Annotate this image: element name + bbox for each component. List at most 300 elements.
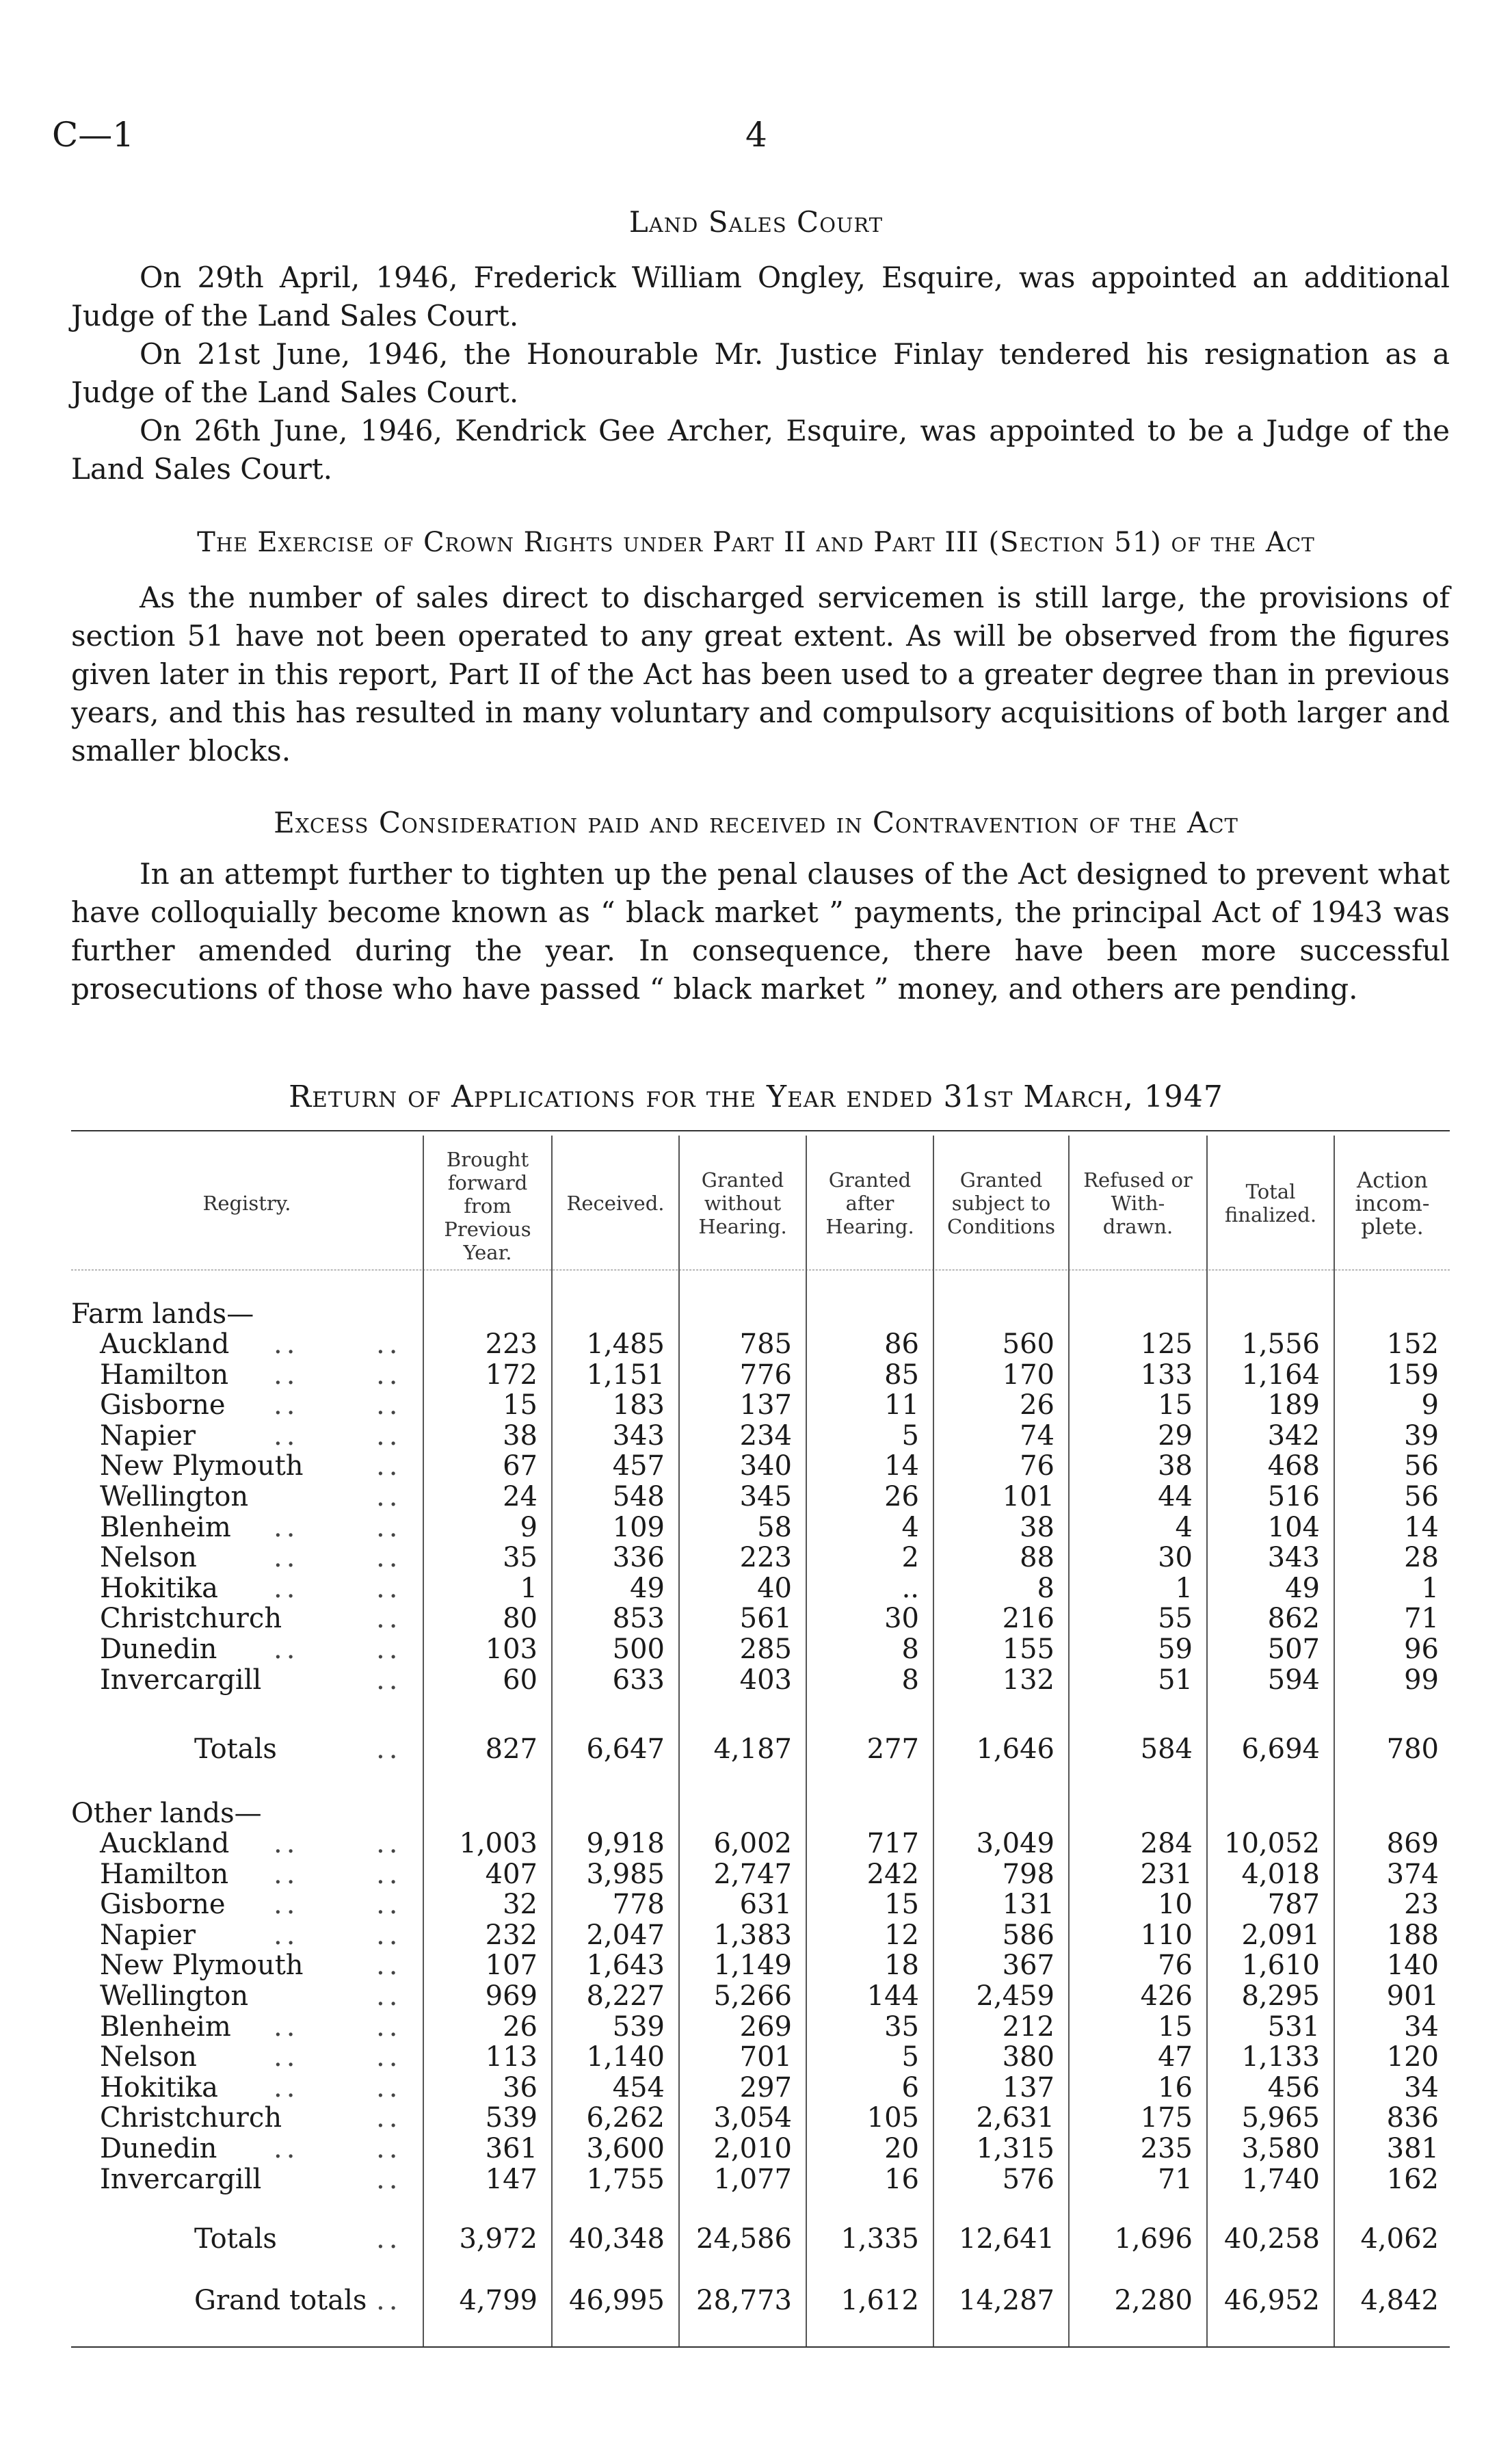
table-cell: 2,459 bbox=[976, 1980, 1055, 2012]
table-cell: 107 bbox=[485, 1950, 538, 1981]
table-cell: 67 bbox=[503, 1450, 538, 1482]
dot-leader: .. bbox=[376, 1512, 402, 1543]
table-cell: 6,694 bbox=[1241, 1733, 1320, 1765]
table-cell: 12 bbox=[884, 1919, 919, 1951]
table-cell: 285 bbox=[739, 1634, 792, 1665]
table-cell: 340 bbox=[739, 1450, 792, 1482]
other-lands-label: Other lands— bbox=[71, 1798, 262, 1829]
table-row bbox=[0, 1828, 1512, 1859]
table-cell: 18 bbox=[884, 1950, 919, 1981]
column-header-total-finalized: Total finalized. bbox=[1224, 1180, 1317, 1227]
table-cell: 1,164 bbox=[1241, 1359, 1320, 1391]
table-cell: 8 bbox=[901, 1664, 919, 1696]
table-cell: 99 bbox=[1404, 1664, 1439, 1696]
table-cell: 38 bbox=[1158, 1450, 1193, 1482]
table-cell: 1,315 bbox=[976, 2133, 1055, 2164]
table-cell: 40,258 bbox=[1224, 2223, 1320, 2255]
table-cell: 155 bbox=[1002, 1634, 1055, 1665]
table-cell: 125 bbox=[1140, 1328, 1193, 1360]
dot-leader: .. bbox=[376, 2102, 402, 2134]
table-cell: 109 bbox=[612, 1512, 665, 1543]
registry-name: Hamilton bbox=[100, 1359, 229, 1391]
table-cell: 374 bbox=[1386, 1859, 1439, 1890]
table-cell: 223 bbox=[739, 1542, 792, 1573]
table-cell: 159 bbox=[1386, 1359, 1439, 1391]
dot-leader: .. bbox=[274, 1389, 300, 1421]
table-cell: 30 bbox=[1158, 1542, 1193, 1573]
table-cell: 853 bbox=[612, 1603, 665, 1634]
table-cell: 58 bbox=[757, 1512, 792, 1543]
table-cell: 2,047 bbox=[586, 1919, 665, 1951]
table-cell: 26 bbox=[884, 1481, 919, 1512]
dot-leader: .. bbox=[376, 1542, 402, 1573]
dot-leader: .. bbox=[274, 2041, 300, 2073]
table-cell: 4,062 bbox=[1360, 2223, 1439, 2255]
table-cell: 24,586 bbox=[696, 2223, 792, 2255]
column-header-brought-forward: Brought forward from Previous Year. bbox=[444, 1148, 531, 1264]
table-cell: 1,612 bbox=[840, 2285, 919, 2316]
table-cell: 188 bbox=[1386, 1919, 1439, 1951]
table-cell: 539 bbox=[485, 2102, 538, 2134]
table-cell: 212 bbox=[1002, 2011, 1055, 2043]
dot-leader: .. bbox=[376, 1573, 402, 1604]
table-cell: 88 bbox=[1020, 1542, 1055, 1573]
dot-leader: .. bbox=[376, 1328, 402, 1360]
table-cell: 631 bbox=[739, 1889, 792, 1920]
table-cell: 426 bbox=[1140, 1980, 1193, 2012]
table-cell: 38 bbox=[503, 1420, 538, 1452]
dot-leader: .. bbox=[274, 1542, 300, 1573]
table-cell: 336 bbox=[612, 1542, 665, 1573]
table-row bbox=[0, 2041, 1512, 2073]
table-cell: 1,140 bbox=[586, 2041, 665, 2073]
table-cell: 56 bbox=[1404, 1481, 1439, 1512]
registry-name: Christchurch bbox=[100, 2102, 282, 2134]
table-cell: 4,842 bbox=[1360, 2285, 1439, 2316]
table-cell: 60 bbox=[503, 1664, 538, 1696]
table-cell: 133 bbox=[1140, 1359, 1193, 1391]
table-cell: 14 bbox=[884, 1450, 919, 1482]
table-cell: .. bbox=[901, 1573, 919, 1604]
table-cell: 269 bbox=[739, 2011, 792, 2043]
table-cell: 40,348 bbox=[569, 2223, 665, 2255]
table-cell: 131 bbox=[1002, 1889, 1055, 1920]
table-cell: 26 bbox=[1020, 1389, 1055, 1421]
table-cell: 235 bbox=[1140, 2133, 1193, 2164]
dot-leader: .. bbox=[376, 2072, 402, 2103]
table-cell: 4,018 bbox=[1241, 1859, 1320, 1890]
registry-name: Hokitika bbox=[100, 2072, 218, 2103]
table-cell: 277 bbox=[866, 1733, 919, 1765]
table-cell: 71 bbox=[1158, 2164, 1193, 2195]
table-cell: 3,054 bbox=[713, 2102, 792, 2134]
table-row bbox=[0, 1664, 1512, 1696]
dot-leader: .. bbox=[376, 1420, 402, 1452]
table-cell: 1,133 bbox=[1241, 2041, 1320, 2073]
table-cell: 152 bbox=[1386, 1328, 1439, 1360]
table-cell: 3,049 bbox=[976, 1828, 1055, 1859]
table-title: Return of Applications for the Year ended 31st March, 1947 bbox=[289, 1079, 1223, 1114]
table-cell: 103 bbox=[485, 1634, 538, 1665]
table-cell: 104 bbox=[1267, 1512, 1320, 1543]
table-cell: 507 bbox=[1267, 1634, 1320, 1665]
table-cell: 242 bbox=[866, 1859, 919, 1890]
dot-leader: .. bbox=[274, 1573, 300, 1604]
registry-name: Nelson bbox=[100, 1542, 197, 1573]
totals-row bbox=[0, 1733, 1512, 1765]
table-cell: 560 bbox=[1002, 1328, 1055, 1360]
column-header-granted-subject-to-conditions: Granted subject to Conditions bbox=[946, 1168, 1056, 1238]
table-cell: 34 bbox=[1404, 2011, 1439, 2043]
table-cell: 32 bbox=[503, 1889, 538, 1920]
table-cell: 15 bbox=[1158, 1389, 1193, 1421]
table-cell: 1,610 bbox=[1241, 1950, 1320, 1981]
table-cell: 1 bbox=[1421, 1573, 1439, 1604]
table-cell: 4,187 bbox=[713, 1733, 792, 1765]
dot-leader: .. bbox=[274, 1634, 300, 1665]
totals-label: Totals bbox=[194, 2223, 277, 2255]
table-bottom-rule bbox=[71, 2346, 1450, 2348]
table-cell: 216 bbox=[1002, 1603, 1055, 1634]
table-cell: 5 bbox=[901, 1420, 919, 1452]
table-cell: 10 bbox=[1158, 1889, 1193, 1920]
table-cell: 232 bbox=[485, 1919, 538, 1951]
table-cell: 5,965 bbox=[1241, 2102, 1320, 2134]
table-cell: 2,747 bbox=[713, 1859, 792, 1890]
table-cell: 576 bbox=[1002, 2164, 1055, 2195]
table-cell: 74 bbox=[1020, 1420, 1055, 1452]
column-header-registry: Registry. bbox=[202, 1192, 291, 1215]
table-cell: 23 bbox=[1404, 1889, 1439, 1920]
table-cell: 110 bbox=[1140, 1919, 1193, 1951]
table-row bbox=[0, 2072, 1512, 2103]
table-row bbox=[0, 2102, 1512, 2134]
table-row bbox=[0, 1542, 1512, 1573]
table-cell: 71 bbox=[1404, 1603, 1439, 1634]
table-cell: 15 bbox=[884, 1889, 919, 1920]
table-cell: 140 bbox=[1386, 1950, 1439, 1981]
table-row bbox=[0, 2164, 1512, 2195]
table-cell: 28 bbox=[1404, 1542, 1439, 1573]
registry-name: Blenheim bbox=[100, 1512, 231, 1543]
table-cell: 5,266 bbox=[713, 1980, 792, 2012]
table-cell: 14 bbox=[1404, 1512, 1439, 1543]
table-cell: 457 bbox=[612, 1450, 665, 1482]
dot-leader: .. bbox=[376, 1603, 402, 1634]
table-cell: 10,052 bbox=[1224, 1828, 1320, 1859]
table-cell: 6,262 bbox=[586, 2102, 665, 2134]
table-cell: 35 bbox=[884, 2011, 919, 2043]
table-cell: 40 bbox=[757, 1573, 792, 1604]
table-cell: 717 bbox=[866, 1828, 919, 1859]
table-cell: 189 bbox=[1267, 1389, 1320, 1421]
registry-name: Wellington bbox=[100, 1481, 249, 1512]
table-cell: 1,149 bbox=[713, 1950, 792, 1981]
table-cell: 787 bbox=[1267, 1889, 1320, 1920]
table-cell: 44 bbox=[1158, 1481, 1193, 1512]
table-cell: 38 bbox=[1020, 1512, 1055, 1543]
totals-label: Totals bbox=[194, 1733, 277, 1765]
dot-leader: .. bbox=[376, 1980, 402, 2012]
registry-name: New Plymouth bbox=[100, 1950, 304, 1981]
table-cell: 1,485 bbox=[586, 1328, 665, 1360]
dot-leader: .. bbox=[274, 2133, 300, 2164]
table-cell: 12,641 bbox=[959, 2223, 1055, 2255]
registry-name: Invercargill bbox=[100, 1664, 262, 1696]
table-cell: 343 bbox=[612, 1420, 665, 1452]
column-header-action-incomplete: Action incom- plete. bbox=[1355, 1167, 1430, 1240]
table-cell: 132 bbox=[1002, 1664, 1055, 1696]
table-cell: 137 bbox=[1002, 2072, 1055, 2103]
table-cell: 6 bbox=[901, 2072, 919, 2103]
column-header-granted-after-hearing: Granted after Hearing. bbox=[825, 1168, 914, 1238]
registry-name: Gisborne bbox=[100, 1389, 226, 1421]
dot-leader: .. bbox=[376, 1828, 402, 1859]
paragraph-archer: On 26th June, 1946, Kendrick Gee Archer, Esquire, was appointed to be a Judge of the Land Sales Court. bbox=[71, 414, 1450, 486]
dot-leader: .. bbox=[376, 1950, 402, 1981]
table-row bbox=[0, 1389, 1512, 1421]
table-cell: 16 bbox=[1158, 2072, 1193, 2103]
registry-name: Hamilton bbox=[100, 1859, 229, 1890]
table-cell: 776 bbox=[739, 1359, 792, 1391]
table-cell: 500 bbox=[612, 1634, 665, 1665]
table-cell: 137 bbox=[739, 1389, 792, 1421]
table-cell: 584 bbox=[1140, 1733, 1193, 1765]
table-cell: 105 bbox=[866, 2102, 919, 2134]
table-cell: 778 bbox=[612, 1889, 665, 1920]
table-cell: 223 bbox=[485, 1328, 538, 1360]
table-row bbox=[0, 1859, 1512, 1890]
table-cell: 172 bbox=[485, 1359, 538, 1391]
table-cell: 297 bbox=[739, 2072, 792, 2103]
table-row bbox=[0, 1512, 1512, 1543]
section-heading-land-sales-court: Land Sales Court bbox=[628, 205, 884, 239]
table-cell: 531 bbox=[1267, 2011, 1320, 2043]
table-cell: 20 bbox=[884, 2133, 919, 2164]
dot-leader: .. bbox=[376, 1359, 402, 1391]
section-heading-excess-consideration: Excess Consideration paid and received in Contravention of the Act bbox=[274, 806, 1238, 839]
dot-leader: .. bbox=[376, 2133, 402, 2164]
dot-leader: .. bbox=[376, 1389, 402, 1421]
table-cell: 47 bbox=[1158, 2041, 1193, 2073]
table-cell: 969 bbox=[485, 1980, 538, 2012]
grand-totals-row bbox=[0, 2285, 1512, 2316]
table-cell: 468 bbox=[1267, 1450, 1320, 1482]
table-cell: 170 bbox=[1002, 1359, 1055, 1391]
table-cell: 785 bbox=[739, 1328, 792, 1360]
dot-leader: .. bbox=[376, 1481, 402, 1512]
table-cell: 2,091 bbox=[1241, 1919, 1320, 1951]
farm-lands-label: Farm lands— bbox=[71, 1298, 254, 1330]
table-row bbox=[0, 1919, 1512, 1951]
table-cell: 2,280 bbox=[1114, 2285, 1193, 2316]
registry-name: Invercargill bbox=[100, 2164, 262, 2195]
table-cell: 539 bbox=[612, 2011, 665, 2043]
table-cell: 516 bbox=[1267, 1481, 1320, 1512]
dot-leader: .. bbox=[376, 2285, 402, 2316]
table-cell: 548 bbox=[612, 1481, 665, 1512]
table-cell: 594 bbox=[1267, 1664, 1320, 1696]
table-cell: 1,556 bbox=[1241, 1328, 1320, 1360]
table-cell: 80 bbox=[503, 1603, 538, 1634]
table-cell: 49 bbox=[630, 1573, 665, 1604]
table-cell: 4,799 bbox=[459, 2285, 538, 2316]
table-cell: 55 bbox=[1158, 1603, 1193, 1634]
registry-name: Nelson bbox=[100, 2041, 197, 2073]
paragraph-black-market: In an attempt further to tighten up the penal clauses of the Act designed to prevent what have colloquially become known as “ black market ” payments, the principal Act of 1943 was further amended during the year. In consequence, there have been more successful prosecutions of those who have passed “ black market ” money, and others are pending. bbox=[71, 857, 1450, 1006]
table-row bbox=[0, 1450, 1512, 1482]
table-top-rule bbox=[71, 1130, 1450, 1131]
table-cell: 4 bbox=[901, 1512, 919, 1543]
table-cell: 183 bbox=[612, 1389, 665, 1421]
table-row bbox=[0, 1328, 1512, 1360]
table-cell: 28,773 bbox=[696, 2285, 792, 2316]
table-cell: 1,151 bbox=[586, 1359, 665, 1391]
registry-name: Napier bbox=[100, 1420, 196, 1452]
table-cell: 8,295 bbox=[1241, 1980, 1320, 2012]
table-cell: 345 bbox=[739, 1481, 792, 1512]
table-cell: 901 bbox=[1386, 1980, 1439, 2012]
table-cell: 343 bbox=[1267, 1542, 1320, 1573]
table-cell: 586 bbox=[1002, 1919, 1055, 1951]
dot-leader: .. bbox=[274, 1328, 300, 1360]
dot-leader: .. bbox=[274, 1919, 300, 1951]
table-cell: 869 bbox=[1386, 1828, 1439, 1859]
dot-leader: .. bbox=[376, 1450, 402, 1482]
dot-leader: .. bbox=[376, 1664, 402, 1696]
dot-leader: .. bbox=[376, 1634, 402, 1665]
table-cell: 35 bbox=[503, 1542, 538, 1573]
table-cell: 8 bbox=[1037, 1573, 1055, 1604]
table-cell: 51 bbox=[1158, 1664, 1193, 1696]
registry-name: Napier bbox=[100, 1919, 196, 1951]
table-cell: 9 bbox=[520, 1512, 538, 1543]
table-cell: 30 bbox=[884, 1603, 919, 1634]
table-cell: 1 bbox=[520, 1573, 538, 1604]
registry-name: Gisborne bbox=[100, 1889, 226, 1920]
dot-leader: .. bbox=[274, 1420, 300, 1452]
table-row bbox=[0, 2011, 1512, 2043]
table-cell: 1 bbox=[1175, 1573, 1193, 1604]
dot-leader: .. bbox=[376, 1733, 402, 1765]
paragraph-finlay: On 21st June, 1946, the Honourable Mr. Justice Finlay tendered his resignation as a Judge of the Land Sales Court. bbox=[71, 337, 1450, 409]
dot-leader: .. bbox=[274, 1359, 300, 1391]
dot-leader: .. bbox=[376, 2164, 402, 2195]
table-cell: 381 bbox=[1386, 2133, 1439, 2164]
paragraph-crown-rights: As the number of sales direct to discharged servicemen is still large, the provisions of section 51 have not been operated to any great extent. As will be observed from the figures given later in this report, Part II of the Act has been used to a greater degree than in previous years, and this has resulted in many voluntary and compulsory acquisitions of both larger and smaller blocks. bbox=[71, 581, 1450, 768]
table-row bbox=[0, 1481, 1512, 1512]
dot-leader: .. bbox=[376, 1889, 402, 1920]
table-cell: 454 bbox=[612, 2072, 665, 2103]
table-cell: 234 bbox=[739, 1420, 792, 1452]
table-cell: 85 bbox=[884, 1359, 919, 1391]
paragraph-ongley: On 29th April, 1946, Frederick William Ongley, Esquire, was appointed an additional Judge of the Land Sales Court. bbox=[71, 261, 1450, 332]
column-header-granted-without-hearing: Granted without Hearing. bbox=[698, 1168, 787, 1238]
table-cell: 15 bbox=[503, 1389, 538, 1421]
table-cell: 36 bbox=[503, 2072, 538, 2103]
table-cell: 403 bbox=[739, 1664, 792, 1696]
table-cell: 175 bbox=[1140, 2102, 1193, 2134]
table-cell: 1,696 bbox=[1114, 2223, 1193, 2255]
dot-leader: .. bbox=[376, 2011, 402, 2043]
table-cell: 14,287 bbox=[959, 2285, 1055, 2316]
dot-leader: .. bbox=[376, 2223, 402, 2255]
table-cell: 1,383 bbox=[713, 1919, 792, 1951]
registry-name: Wellington bbox=[100, 1980, 249, 2012]
dot-leader: .. bbox=[376, 1919, 402, 1951]
table-cell: 701 bbox=[739, 2041, 792, 2073]
table-cell: 86 bbox=[884, 1328, 919, 1360]
dot-leader: .. bbox=[274, 1889, 300, 1920]
table-cell: 162 bbox=[1386, 2164, 1439, 2195]
table-cell: 633 bbox=[612, 1664, 665, 1696]
table-cell: 836 bbox=[1386, 2102, 1439, 2134]
table-cell: 1,077 bbox=[713, 2164, 792, 2195]
registry-name: New Plymouth bbox=[100, 1450, 304, 1482]
section-heading-crown-rights: The Exercise of Crown Rights under Part II and Part III (Section 51) of the Act bbox=[197, 527, 1315, 558]
dot-leader: .. bbox=[274, 2011, 300, 2043]
table-row bbox=[0, 1889, 1512, 1920]
table-cell: 16 bbox=[884, 2164, 919, 2195]
registry-name: Auckland bbox=[100, 1828, 230, 1859]
registry-name: Christchurch bbox=[100, 1603, 282, 1634]
table-row bbox=[0, 2133, 1512, 2164]
table-cell: 6,647 bbox=[586, 1733, 665, 1765]
table-cell: 11 bbox=[884, 1389, 919, 1421]
dot-leader: .. bbox=[274, 1828, 300, 1859]
table-row bbox=[0, 1634, 1512, 1665]
table-cell: 1,003 bbox=[459, 1828, 538, 1859]
table-cell: 101 bbox=[1002, 1481, 1055, 1512]
table-cell: 15 bbox=[1158, 2011, 1193, 2043]
registry-name: Dunedin bbox=[100, 2133, 217, 2164]
table-cell: 9 bbox=[1421, 1389, 1439, 1421]
table-cell: 231 bbox=[1140, 1859, 1193, 1890]
table-cell: 1,740 bbox=[1241, 2164, 1320, 2195]
table-cell: 59 bbox=[1158, 1634, 1193, 1665]
registry-name: Dunedin bbox=[100, 1634, 217, 1665]
table-cell: 147 bbox=[485, 2164, 538, 2195]
table-cell: 8 bbox=[901, 1634, 919, 1665]
table-cell: 2,631 bbox=[976, 2102, 1055, 2134]
table-cell: 8,227 bbox=[586, 1980, 665, 2012]
table-cell: 456 bbox=[1267, 2072, 1320, 2103]
table-cell: 342 bbox=[1267, 1420, 1320, 1452]
table-cell: 798 bbox=[1002, 1859, 1055, 1890]
table-cell: 34 bbox=[1404, 2072, 1439, 2103]
table-cell: 3,580 bbox=[1241, 2133, 1320, 2164]
table-cell: 2 bbox=[901, 1542, 919, 1573]
table-cell: 113 bbox=[485, 2041, 538, 2073]
table-row bbox=[0, 1603, 1512, 1634]
registry-name: Hokitika bbox=[100, 1573, 218, 1604]
table-cell: 2,010 bbox=[713, 2133, 792, 2164]
table-cell: 1,755 bbox=[586, 2164, 665, 2195]
table-cell: 1,646 bbox=[976, 1733, 1055, 1765]
table-cell: 29 bbox=[1158, 1420, 1193, 1452]
table-cell: 5 bbox=[901, 2041, 919, 2073]
table-row bbox=[0, 1980, 1512, 2012]
table-cell: 46,952 bbox=[1224, 2285, 1320, 2316]
dot-leader: .. bbox=[274, 2072, 300, 2103]
grand-totals-label: Grand totals bbox=[194, 2285, 367, 2316]
table-cell: 561 bbox=[739, 1603, 792, 1634]
table-cell: 862 bbox=[1267, 1603, 1320, 1634]
table-cell: 9,918 bbox=[586, 1828, 665, 1859]
table-row bbox=[0, 1359, 1512, 1391]
table-cell: 3,600 bbox=[586, 2133, 665, 2164]
column-header-refused-or-withdrawn: Refused or With- drawn. bbox=[1083, 1168, 1193, 1238]
